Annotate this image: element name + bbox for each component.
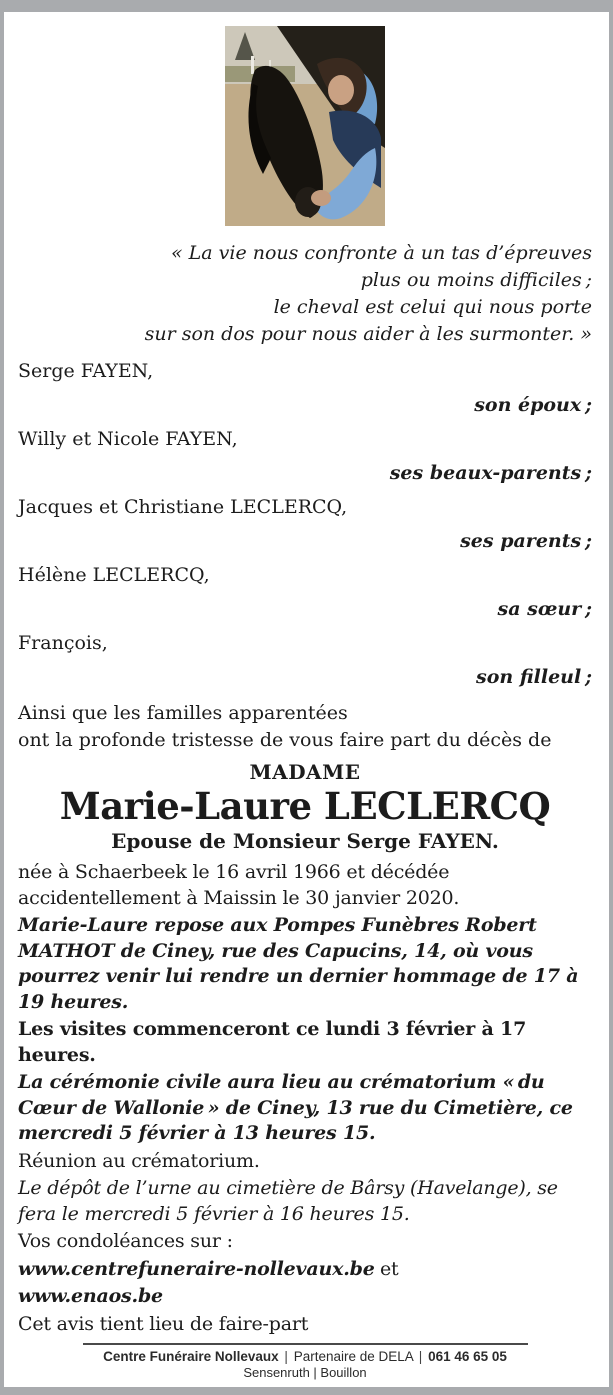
footer-line1 xyxy=(18,1348,592,1365)
reunion-paragraph: Réunion au crématorium. xyxy=(18,1149,260,1172)
website-enaos[interactable]: www.enaos.be xyxy=(18,1285,163,1307)
quote-line: sur son dos pour nous aider à les surmonter. » xyxy=(144,323,592,345)
family-relation: son filleul ; xyxy=(476,666,592,688)
photo-woman-with-horse xyxy=(225,26,385,226)
funeral-home-name: Centre Funéraire Nollevaux xyxy=(103,1349,279,1364)
connector-text: et xyxy=(379,1257,399,1280)
deceased-name: Marie-Laure LECLERCQ xyxy=(59,784,551,828)
footer-divider: | xyxy=(284,1349,288,1364)
repose-paragraph: Marie-Laure repose aux Pompes Funèbres Robert MATHOT de Ciney, rue des Capucins, 14, où vous pourrez venir lui rendre un dernier hommage de 17 à 19 heures. xyxy=(18,914,579,1013)
family-member-name: Hélène LECLERCQ, xyxy=(18,564,210,586)
family-relation: ses parents ; xyxy=(460,530,592,552)
photo-frame xyxy=(18,26,592,230)
footer-location: Sensenruth | Bouillon xyxy=(243,1365,367,1380)
intro-line: Ainsi que les familles apparentées xyxy=(18,702,348,724)
intro-line: ont la profonde tristesse de vous faire part du décès de xyxy=(18,729,552,751)
family-list xyxy=(18,354,592,694)
closing-text: Cet avis tient lieu de faire-part xyxy=(18,1312,309,1335)
condolences-site1-line xyxy=(18,1257,592,1283)
urn-paragraph: Le dépôt de l’urne au cimetière de Bârsy (Havelange), se fera le mercredi 5 février à 16 heures 15. xyxy=(18,1177,558,1225)
visits-paragraph: Les visites commenceront ce lundi 3 février à 17 heures. xyxy=(18,1018,527,1066)
footer-divider: | xyxy=(418,1349,423,1364)
family-relation: sa sœur ; xyxy=(497,598,592,620)
quote-line: plus ou moins difficiles ; xyxy=(360,269,592,291)
birth-death-text: née à Schaerbeek le 16 avril 1966 et décédée accidentellement à Maissin le 30 janvier 2020. xyxy=(18,861,460,909)
announcement-intro xyxy=(18,700,592,754)
quote xyxy=(18,240,592,348)
family-relation: son époux ; xyxy=(474,394,592,416)
footer-rule xyxy=(83,1343,528,1345)
condolences-label: Vos condoléances sur : xyxy=(18,1230,233,1252)
partner-text: Partenaire de DELA xyxy=(293,1349,414,1364)
family-member-name: Willy et Nicole FAYEN, xyxy=(18,428,238,450)
ceremony-paragraph: La cérémonie civile aura lieu au crématorium « du Cœur de Wallonie » de Ciney, 13 rue du Cimetière, ce mercredi 5 février à 13 heures 15. xyxy=(18,1071,573,1144)
honorific: MADAME xyxy=(249,760,361,784)
family-member-name: Jacques et Christiane LECLERCQ, xyxy=(18,496,348,518)
footer xyxy=(18,1343,592,1381)
website-nollevaux[interactable]: www.centrefuneraire-nollevaux.be xyxy=(18,1257,375,1280)
phone-number: 061 46 65 05 xyxy=(428,1349,507,1364)
family-member-name: Serge FAYEN, xyxy=(18,360,154,382)
obituary-card xyxy=(4,12,609,1387)
family-relation: ses beaux-parents ; xyxy=(389,462,592,484)
quote-line: le cheval est celui qui nous porte xyxy=(273,296,592,318)
family-member-name: François, xyxy=(18,632,108,654)
spouse-line: Epouse de Monsieur Serge FAYEN. xyxy=(111,829,499,853)
quote-line: « La vie nous confronte à un tas d’épreuves xyxy=(170,242,592,264)
